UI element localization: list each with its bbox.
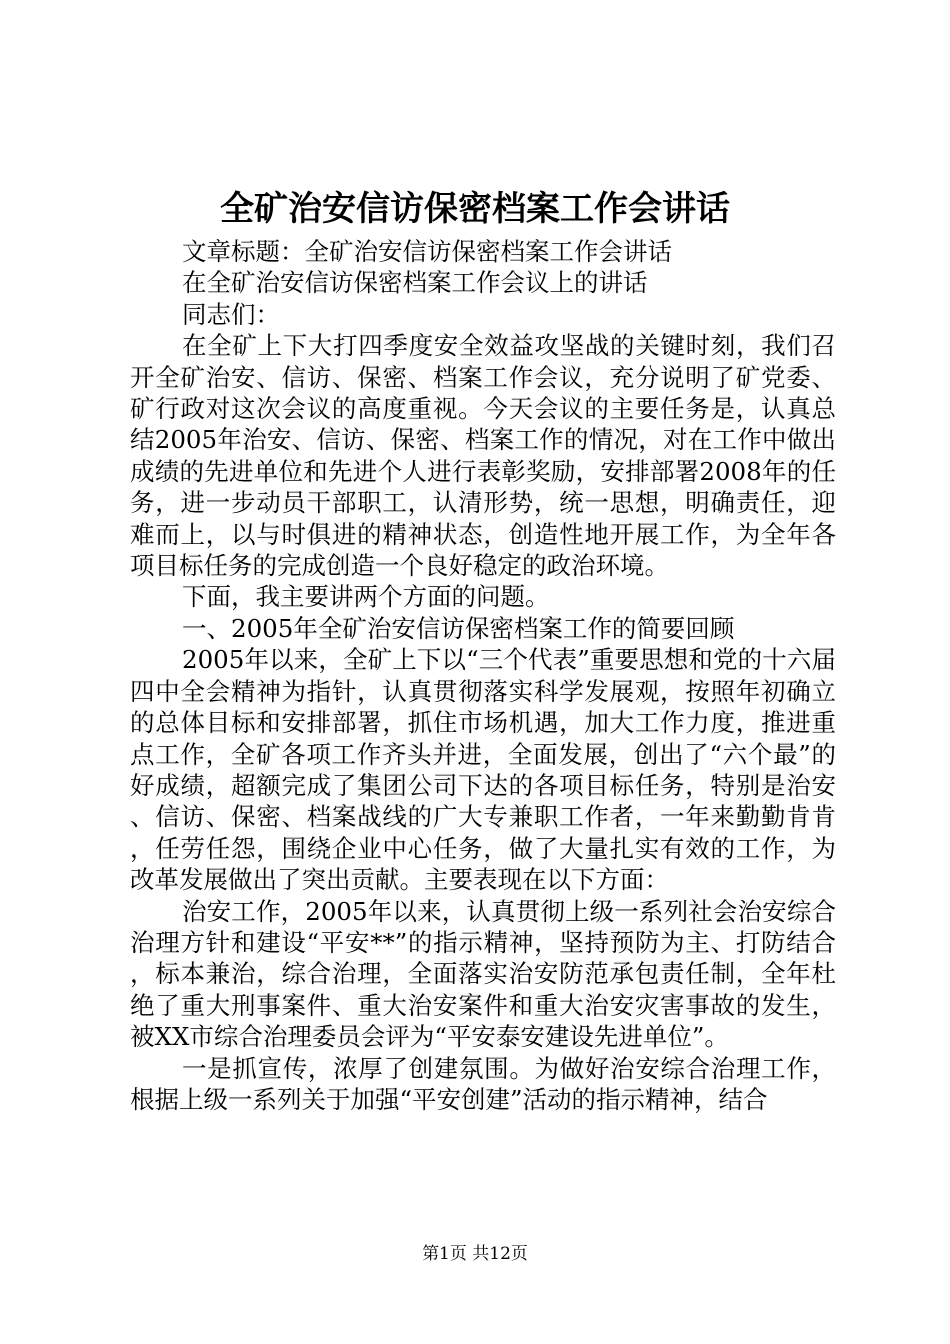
document-title: 全矿治安信访保密档案工作会讲话 (220, 189, 730, 229)
paragraph-review: 2005年以来，全矿上下以“三个代表”重要思想和党的十六届四中全会精神为指针，认真贯彻落实科学发展观，按照年初确立的总体目标和安排部署，抓住市场机遇，加大工作力度，推进重点工作，全矿各项工作齐头并进，全面发展，创出了“六个最”的好成绩，超额完成了集团公司下达的各项目标任务，特别是治安、信访、保密、档案战线的广大专兼职工作者，一年来勤勤肯肯，任劳任怨，围绕企业中心任务，做了大量扎实有效的工作，为改革发展做出了突出贡献。主要表现在以下方面： (130, 645, 836, 895)
document-body (130, 236, 836, 1115)
paragraph-subtitle: 在全矿治安信访保密档案工作会议上的讲话 (182, 268, 648, 298)
section-heading-review: 一、2005年全矿治安信访保密档案工作的简要回顾 (182, 613, 735, 643)
paragraph-intro: 在全矿上下大打四季度安全效益攻坚战的关键时刻，我们召开全矿治安、信访、保密、档案工作会议，充分说明了矿党委、矿行政对这次会议的高度重视。今天会议的主要任务是，认真总结2005年治安、信访、保密、档案工作的情况，对在工作中做出成绩的先进单位和先进个人进行表彰奖励，安排部署2008年的任务，进一步动员干部职工，认清形势，统一思想，明确责任，迎难而上，以与时俱进的精神状态，创造性地开展工作，为全年各项目标任务的完成创造一个良好稳定的政治环境。 (130, 331, 836, 581)
paragraph-outline: 下面，我主要讲两个方面的问题。 (182, 582, 550, 612)
paragraph-article-title: 文章标题：全矿治安信访保密档案工作会讲话 (182, 237, 672, 266)
page-number-footer: 第1页 共12页 (422, 1244, 528, 1264)
paragraph-salutation: 同志们： (182, 299, 280, 329)
paragraph-publicity: 一是抓宣传，浓厚了创建氛围。为做好治安综合治理工作，根据上级一系列关于加强“平安创建”活动的指示精神，结合 (130, 1053, 836, 1114)
paragraph-security-work: 治安工作，2005年以来，认真贯彻上级一系列社会治安综合治理方针和建设“平安**”的指示精神，坚持预防为主、打防结合，标本兼治，综合治理，全面落实治安防范承包责任制，全年杜绝了重大刑事案件、重大治安案件和重大治安灾害事故的发生，被XX市综合治理委员会评为“平安泰安建设先进单位”。 (130, 896, 836, 1052)
